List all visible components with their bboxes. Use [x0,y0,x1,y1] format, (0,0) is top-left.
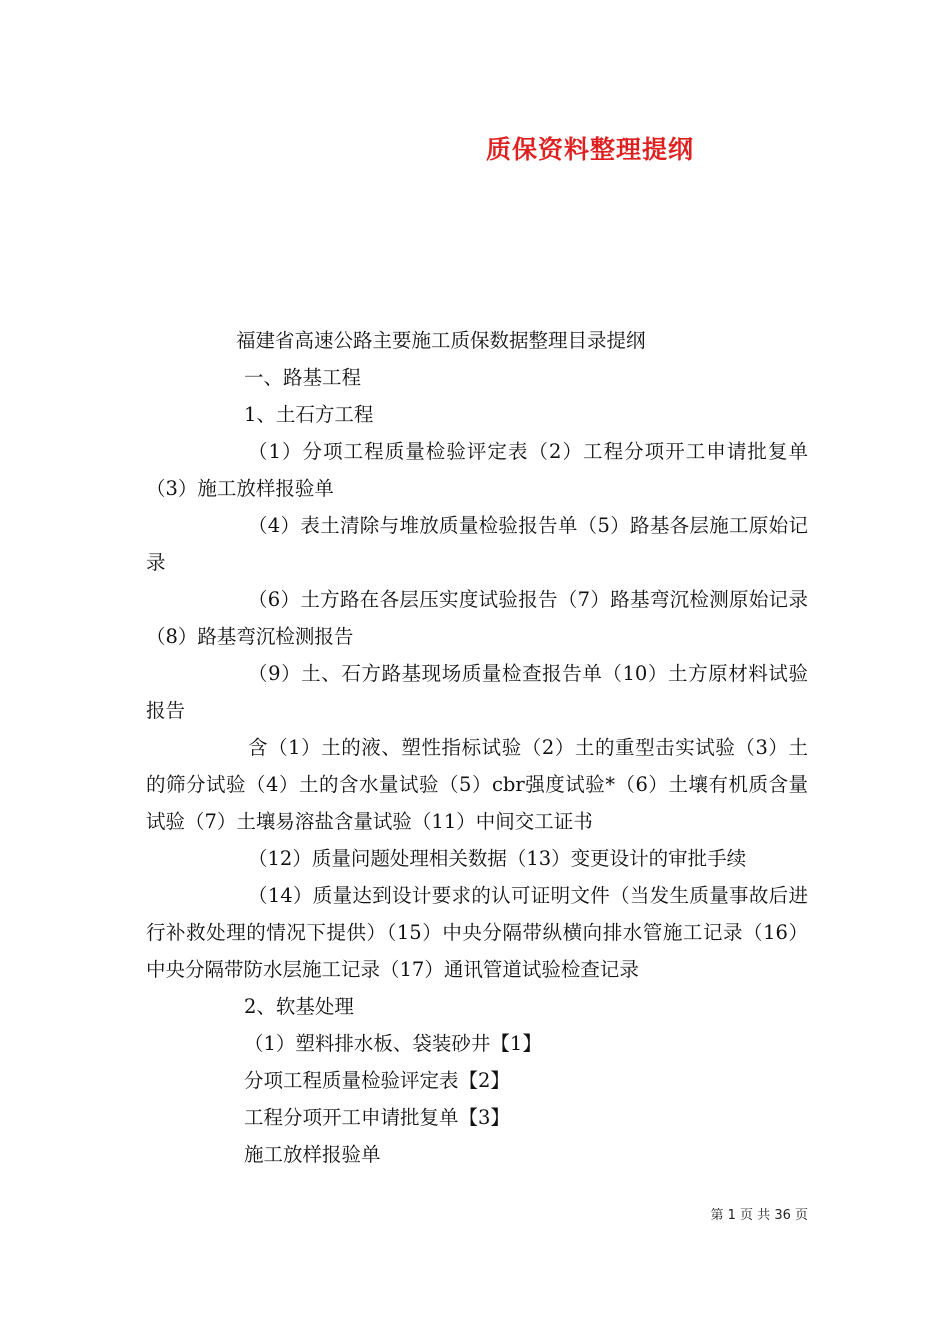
document-body [146,322,808,1173]
paragraph: （4）表土清除与堆放质量检验报告单（5）路基各层施工原始记录 [146,514,808,574]
list-item: 施工放样报验单 [244,1143,381,1166]
list-item: （1）塑料排水板、袋装砂井【1】 [244,1032,542,1055]
list-item: 工程分项开工申请批复单【3】 [244,1106,510,1129]
paragraph: （14）质量达到设计要求的认可证明文件（当发生质量事故后进行补救处理的情况下提供）（15）中央分隔带纵横向排水管施工记录（16）中央分隔带防水层施工记录（17）通讯管道试验检查记录 [146,884,808,981]
paragraph: 含（1）土的液、塑性指标试验（2）土的重型击实试验（3）土的筛分试验（4）土的含水量试验（5）cbr强度试验*（6）土壤有机质含量试验（7）土壤易溶盐含量试验（11）中间交工证书 [146,736,808,833]
subsection-heading: 2、软基处理 [244,995,354,1018]
page-number-footer: 第 1 页 共 36 页 [710,1208,808,1223]
paragraph: （1）分项工程质量检验评定表（2）工程分项开工申请批复单（3）施工放样报验单 [146,440,808,500]
document-subtitle: 福建省高速公路主要施工质保数据整理目录提纲 [236,329,646,352]
paragraph: （9）土、石方路基现场质量检查报告单（10）土方原材料试验报告 [146,662,808,722]
paragraph: （6）土方路在各层压实度试验报告（7）路基弯沉检测原始记录（8）路基弯沉检测报告 [146,588,808,648]
document-title: 质保资料整理提纲 [485,135,694,164]
subsection-heading: 1、土石方工程 [244,403,374,426]
paragraph: （12）质量问题处理相关数据（13）变更设计的审批手续 [248,847,747,870]
list-item: 分项工程质量检验评定表【2】 [244,1069,510,1092]
section-heading: 一、路基工程 [244,366,362,389]
